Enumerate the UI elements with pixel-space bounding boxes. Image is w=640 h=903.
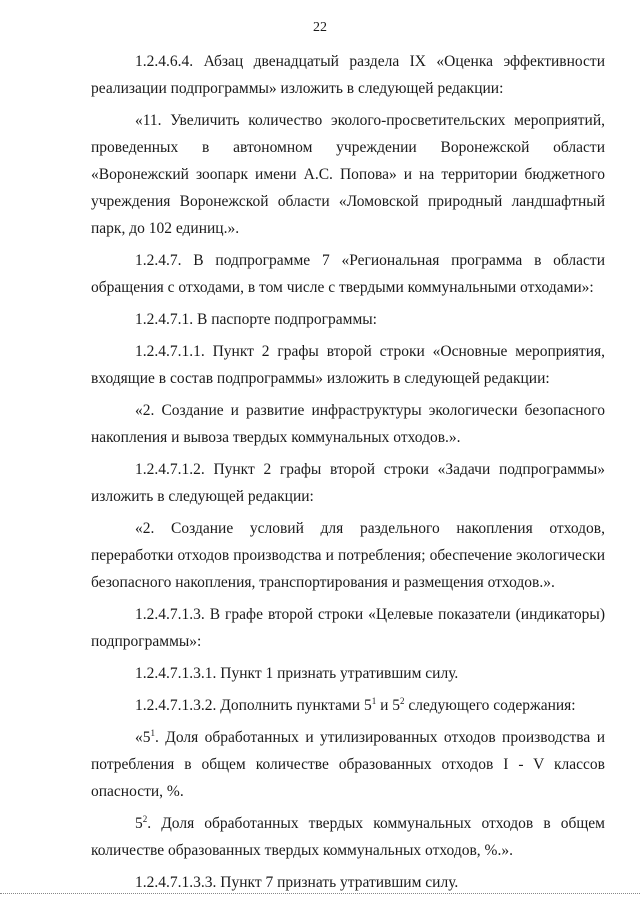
paragraph-3: 1.2.4.7. В подпрограмме 7 «Региональная программа в области обращения с отходами, в том числе с твердыми коммунальными отходами»:	[91, 252, 605, 296]
paragraph-12-text-start: «5	[135, 729, 151, 746]
paragraph-10: 1.2.4.7.1.3.1. Пункт 1 признать утратившим силу.	[135, 665, 459, 682]
paragraph-14: 1.2.4.7.1.3.3. Пункт 7 признать утратившим силу.	[135, 874, 459, 891]
paragraph-7: 1.2.4.7.1.2. Пункт 2 графы второй строки «Задачи подпрограммы» изложить в следующей редакции:	[91, 461, 605, 505]
superscript: 1	[371, 695, 377, 706]
paragraph-4: 1.2.4.7.1. В паспорте подпрограммы:	[135, 311, 377, 328]
paragraph-11	[91, 692, 605, 719]
paragraph-11-text-end: следующего содержания:	[404, 697, 576, 714]
paragraph-2: «11. Увеличить количество эколого-просветительских мероприятий, проведенных в автономном учреждении Воронежской области «Воронежский зоопарк имени А.С. Попова» и на территории бюджетного учреждения Воронежской области «Ломовской природный ландшафтный парк, до 102 единиц.».	[91, 112, 605, 237]
paragraph-12-text-end: . Доля обработанных и утилизированных отходов производства и потребления в общем количестве образованных отходов I - V классов опасности, %.	[91, 729, 605, 800]
page-bottom-rule	[0, 893, 640, 894]
superscript: 2	[400, 695, 405, 706]
paragraph-11-text-start: 1.2.4.7.1.3.2. Дополнить пунктами 5	[135, 697, 372, 714]
paragraph-9: 1.2.4.7.1.3. В графе второй строки «Целевые показатели (индикаторы) подпрограммы»:	[91, 606, 605, 650]
paragraph-13-text-start: 5	[135, 815, 143, 832]
superscript: 1	[150, 727, 155, 738]
paragraph-13	[91, 810, 605, 864]
superscript: 2	[142, 813, 148, 824]
paragraph-5: 1.2.4.7.1.1. Пункт 2 графы второй строки «Основные мероприятия, входящие в состав подпрограммы» изложить в следующей редакции:	[91, 343, 605, 387]
paragraph-11-text-middle: и 5	[376, 697, 400, 714]
paragraph-1: 1.2.4.6.4. Абзац двенадцатый раздела IX «Оценка эффективности реализации подпрограммы» изложить в следующей редакции:	[91, 53, 605, 97]
paragraph-8: «2. Создание условий для раздельного накопления отходов, переработки отходов производства и потребления; обеспечение экологически безопасного накопления, транспортирования и размещения отходов.».	[91, 520, 605, 591]
paragraph-13-text-end: . Доля обработанных твердых коммунальных отходов в общем количестве образованных твердых коммунальных отходов, %.».	[91, 815, 605, 859]
page-number: 22	[313, 20, 327, 35]
paragraph-12	[91, 724, 605, 805]
document-body	[91, 48, 605, 901]
paragraph-6: «2. Создание и развитие инфраструктуры экологически безопасного накопления и вывоза твердых коммунальных отходов.».	[91, 402, 605, 446]
